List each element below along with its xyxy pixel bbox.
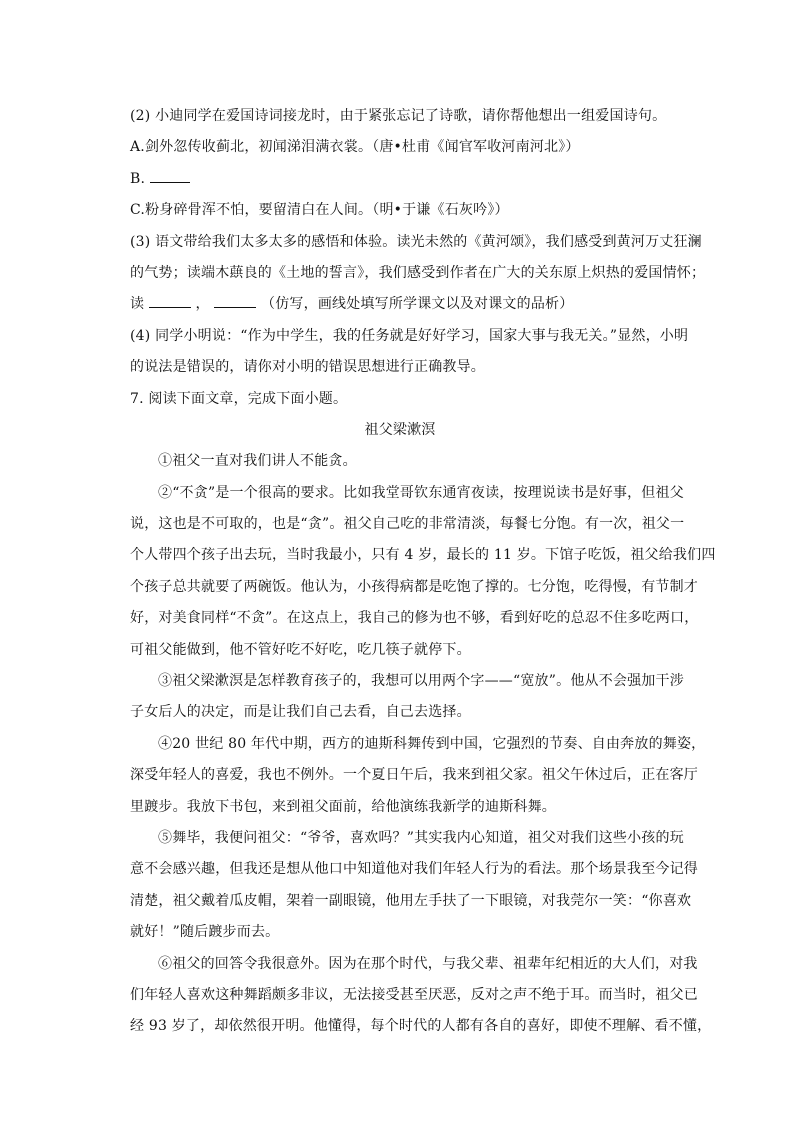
answer-blank-title[interactable] [149, 289, 191, 308]
article-p3-line: 子女后人的决定，而是让我们自己去看，自己去选择。 [130, 704, 471, 721]
q7-heading: 7. 阅读下面文章，完成下面小题。 [130, 390, 348, 407]
q4-line-1: (4) 同学小明说：“作为中学生，我的任务就是好好学习，国家大事与我无关。”显然，小明 [130, 327, 689, 344]
article-p4-line: 深受年轻人的喜爱，我也不例外。一个夏日午后，我来到祖父家。祖父午休过后，正在客厅 [130, 767, 698, 784]
answer-blank-b[interactable] [150, 164, 190, 183]
q2-option-a: A.剑外忽传收蓟北，初闻涕泪满衣裳。（唐•杜甫《闻官军收河南河北》） [130, 139, 580, 156]
q3-line-3-pre: 读 [130, 296, 145, 313]
article-p2-line: ②“不贪”是一个很高的要求。比如我堂哥钦东通宵夜读，按理说读书是好事，但祖父 [158, 484, 684, 501]
article-p1-line: ①祖父一直对我们讲人不能贪。 [158, 453, 357, 470]
q2-prompt: (2) 小迪同学在爱国诗词接龙时，由于紧张忘记了诗歌，请你帮他想出一组爱国诗句。 [130, 108, 667, 124]
answer-blank-analysis[interactable] [214, 289, 256, 308]
article-title: 祖父梁漱溟 [364, 421, 436, 438]
article-p5-line: ⑤舞毕，我便问祖父：“爷爷，喜欢吗？”其实我内心知道，祖父对我们这些小孩的玩 [158, 829, 684, 846]
article-p2-line: 个人带四个孩子出去玩，当时我最小，只有 4 岁，最长的 11 岁。下馆子吃饭，祖父给我们四 [130, 547, 716, 564]
q3-line-3-post: （仿写，画线处填写所学课文以及对课文的品析） [261, 296, 574, 313]
article-p6-line: 经 93 岁了，却依然很开明。他懂得，每个时代的人都有各自的喜好，即使不理解、看不懂， [130, 1018, 712, 1035]
q2-option-b [130, 164, 670, 195]
q3-line-2: 的气势；读端木蕻良的《土地的誓言》，我们感受到作者在广大的关东原上炽热的爱国情怀； [130, 264, 706, 281]
q3-line-1: (3) 语文带给我们太多太多的感悟和体验。读光未然的《黄河颂》，我们感受到黄河万丈狂澜 [130, 233, 702, 250]
article-body [130, 446, 716, 1042]
article-p4-line: 里踱步。我放下书包，来到祖父面前，给他演练我新学的迪斯科舞。 [130, 798, 556, 815]
q3-line-3 [130, 289, 670, 320]
document-body [130, 101, 716, 1043]
article-p2-line: 说，这也是不可取的，也是“贪”。祖父自己吃的非常清淡，每餐七分饱。有一次，祖父一 [130, 516, 685, 533]
article-p2-line: 好，对美食同样“不贪”。在这点上，我自己的修为也不够，看到好吃的总忍不住多吃两口， [130, 610, 699, 627]
article-p5-line: 意不会感兴趣，但我还是想从他口中知道他对我们年轻人行为的看法。那个场景我至今记得 [130, 861, 698, 878]
article-p3-line: ③祖父梁漱溟是怎样教育孩子的，我想可以用两个字——“宽放”。他从不会强加干涉 [158, 673, 684, 690]
article-p5-line: 就好！”随后踱步而去。 [130, 924, 280, 941]
article-p2-line: 可祖父能做到，他不管好吃不好吃，吃几筷子就停下。 [130, 641, 471, 658]
q2-option-c: C.粉身碎骨浑不怕，要留清白在人间。（明•于谦《石灰吟》） [130, 202, 509, 219]
article-p6-line: ⑥祖父的回答令我很意外。因为在那个时代，与我父辈、祖辈年纪相近的大人们，对我 [158, 955, 698, 972]
q3-line-3-mid: ， [195, 296, 210, 313]
article-p5-line: 清楚，祖父戴着瓜皮帽，架着一副眼镜，他用左手扶了一下眼镜，对我莞尔一笑：“你喜欢 [130, 892, 692, 909]
article-p4-line: ④20 世纪 80 年代中期，西方的迪斯科舞传到中国，它强烈的节奏、自由奔放的舞姿， [158, 735, 706, 752]
q4-line-2: 的说法是错误的，请你对小明的错误思想进行正确教导。 [130, 359, 485, 376]
q2-option-b-label: B. [130, 170, 146, 187]
article-p6-line: 们年轻人喜欢这种舞蹈颇多非议，无法接受甚至厌恶，反对之声不绝于耳。而当时，祖父已 [130, 986, 698, 1003]
article-p2-line: 个孩子总共就要了两碗饭。他认为，小孩得病都是吃饱了撑的。七分饱，吃得慢，有节制才 [130, 578, 698, 595]
